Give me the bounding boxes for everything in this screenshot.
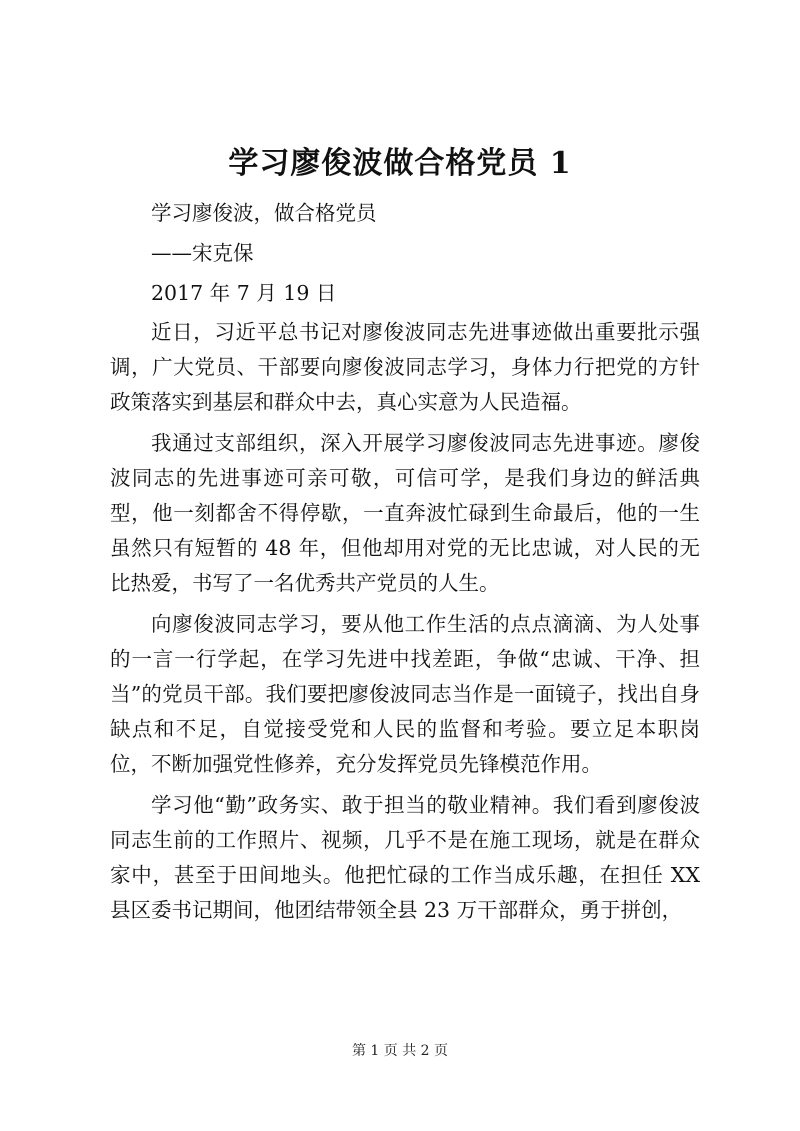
paragraph-3: 向廖俊波同志学习，要从他工作生活的点点滴滴、为人处事的一言一行学起，在学习先进中找差距，争做“忠诚、干净、担当”的党员干部。我们要把廖俊波同志当作是一面镜子，找出自身缺点和不足，自觉接受党和人民的监督和考验。要立足本职岗位，不断加强党性修养，充分发挥党员先锋模范作用。 — [110, 612, 700, 776]
document-date: 2017 年 7 月 19 日 — [151, 281, 337, 305]
document-title: 学习廖俊波做合格党员 1 — [228, 146, 572, 181]
paragraph-1: 近日，习近平总书记对廖俊波同志先进事迹做出重要批示强调，广大党员、干部要向廖俊波同志学习，身体力行把党的方针政策落实到基层和群众中去，真心实意为人民造福。 — [110, 320, 700, 414]
paragraph-4: 学习他“勤”政务实、敢于担当的敬业精神。我们看到廖俊波同志生前的工作照片、视频，几乎不是在施工现场，就是在群众家中，甚至于田间地头。他把忙碌的工作当成乐趣，在担任 XX 县区委书记期间，他团结带领全县 23 万干部群众，勇于拼创， — [110, 793, 700, 922]
document-body — [110, 186, 700, 928]
page-footer: 第 1 页 共 2 页 — [351, 1043, 449, 1059]
document-subtitle: 学习廖俊波，做合格党员 — [151, 201, 377, 225]
document-author: ——宋克保 — [151, 241, 254, 265]
paragraph-2: 我通过支部组织，深入开展学习廖俊波同志先进事迹。廖俊波同志的先进事迹可亲可敬，可信可学，是我们身边的鲜活典型，他一刻都舍不得停歇，一直奔波忙碌到生命最后，他的一生虽然只有短暂的 48 年，但他却用对党的无比忠诚，对人民的无比热爱，书写了一名优秀共产党员的人生。 — [110, 431, 700, 595]
